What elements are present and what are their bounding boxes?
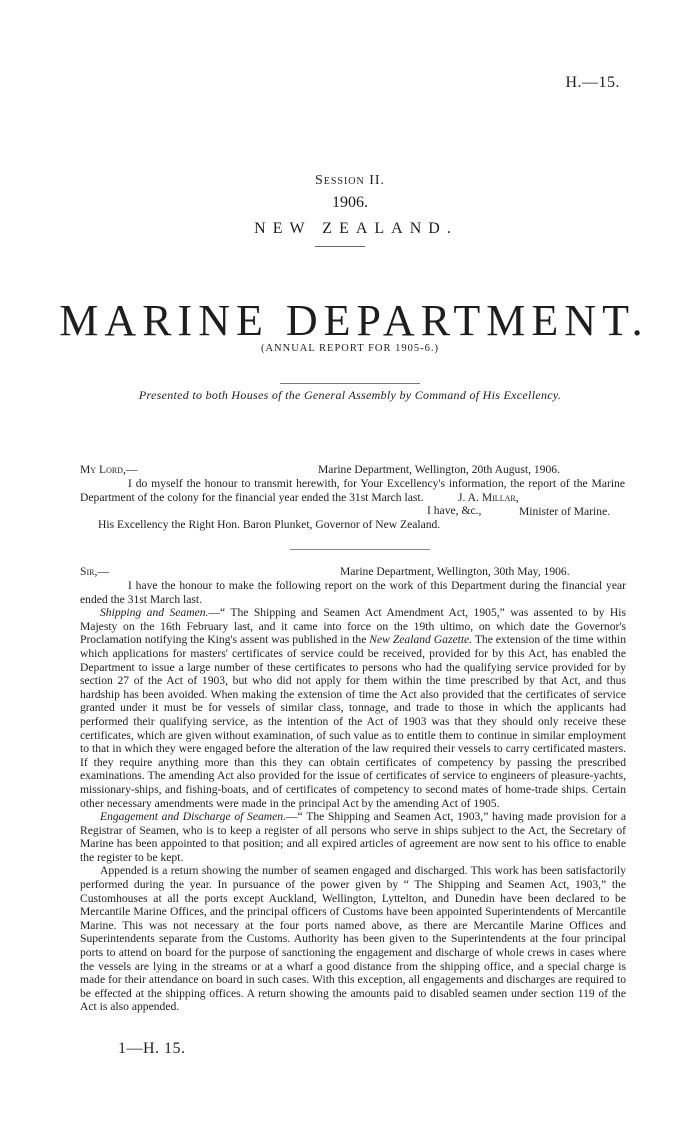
divider-letters — [290, 549, 430, 550]
signature-mark: 1—H. 15. — [118, 1040, 186, 1057]
document-title: MARINE DEPARTMENT. — [59, 296, 649, 345]
letter1-addressee: His Excellency the Right Hon. Baron Plunket, Governor of New Zealand. — [98, 518, 441, 531]
divider-short — [315, 246, 365, 247]
section-engagement-discharge — [80, 810, 626, 864]
letter1-signatory-title: Minister of Marine. — [519, 505, 611, 518]
letter2-heading: Marine Department, Wellington, 30th May, 1906. — [340, 565, 570, 578]
letter1-signatory-name: J. A. Millar, — [458, 491, 519, 504]
letter1-salutation: My Lord,— — [80, 463, 138, 476]
section-appended-return: Appended is a return showing the number of seamen engaged and discharged. This work has been satisfactorily performed during the year. In pursuance of the power given by “ The Shipping and Seamen Act, 1903,” the Customhouses at all the ports except Auckland, Wellington, Lyttelton, and Dunedin have been declared to be Mercantile Marine Offices, and the principal officers of Customs have been appointed Superintendents of Mercantile Marine. This was not necessary at the four ports named above, as there are Mercantile Marine Offices and Superintendents separate from the Customs. Authority has been given to the Superintendents at the four principal ports to attend on board for the purpose of sanctioning the engagement and discharge of whole crews in cases where the vessels are lying in the streams or at a wharf a good distance from the shipping office, and a special charge is made for their attendance on board in such cases. With this exception, all engagements and discharges are required to be effected at the shipping offices. A return showing the amounts paid to disabled seamen under section 119 of the Act is also appended. — [80, 864, 626, 1014]
section-shipping-seamen-text2: The extension of the time within which applications for masters' certificates of service could be received, provided for by this Act, has enabled the Department to issue a large number of these certificates to persons who had the qualifying service provided for by section 27 of the Act of 1903, but who did not apply for them within the time prescribed by that Act, and thus hardship has been avoided. When making the extension of time the Act also provided that the certificates of service granted under it must be for vessels of similar class, tonnage, and trade to those in which the applicants had performed their qualifying service, as the intention of the Act of 1903 was that they should only receive these certificates, which are given without examination, of such value as to entitle them to continue in similar employment to that in which they were engaged before the alteration of the law required their vessels to carry certificated masters. If they require anything more than this they can obtain certificates of competency by passing the prescribed examinations. The amending Act also provided for the issue of certificates of service to engineers of pleasure-yachts, missionary-ships, and fishing-boats, and of certificates of competency to second mates of home-trade ships. Certain other necessary amendments were made in the principal Act by the amending Act of 1905. — [80, 633, 626, 810]
letter1-body: I do myself the honour to transmit herewith, for Your Excellency's information, the report of the Marine Department of the colony for the financial year ended the 31st March last. — [80, 477, 625, 504]
section-shipping-seamen-text: —“ The Shipping and Seamen Act Amendment Act, 1905,” was assented to by His Majesty on the 16th February last, and it came into force on the 19th ultimo, on which date the Governor's Proclamation notifying the King's assent was published in the — [80, 606, 626, 647]
report-intro: I have the honour to make the following report on the work of this Department during the financial year ended the 31st March last. — [80, 579, 626, 606]
divider-presented — [280, 383, 420, 384]
gazette-title: New Zealand Gazette. — [369, 633, 473, 647]
country-label: NEW ZEALAND. — [254, 220, 458, 237]
letter1-closing: I have, &c., — [427, 504, 482, 517]
document-subtitle: (ANNUAL REPORT FOR 1905-6.) — [260, 343, 440, 354]
letter1-signatory — [458, 491, 519, 505]
section-engagement-discharge-text: —“ The Shipping and Seamen Act, 1903,” having made provision for a Registrar of Seamen, who is to keep a register of all persons who serve in ships subject to the Act, the Secretary of Marine has been appointed to that position; and all expired articles of agreement are now sent to his office to enable the register to be kept. — [80, 810, 627, 864]
section-shipping-seamen-heading: Shipping and Seamen. — [100, 606, 209, 620]
presented-line: Presented to both Houses of the General Assembly by Command of His Excellency. — [138, 388, 562, 402]
section-engagement-discharge-heading: Engagement and Discharge of Seamen. — [100, 810, 287, 824]
letter2-salutation: Sir,— — [80, 565, 109, 578]
year-label: 1906. — [332, 194, 368, 211]
report-body — [80, 579, 626, 1014]
session-label: Session II. — [314, 173, 386, 188]
page-number: H.—15. — [565, 74, 620, 91]
section-shipping-seamen — [80, 606, 626, 810]
letter1-heading: Marine Department, Wellington, 20th August, 1906. — [318, 463, 560, 476]
